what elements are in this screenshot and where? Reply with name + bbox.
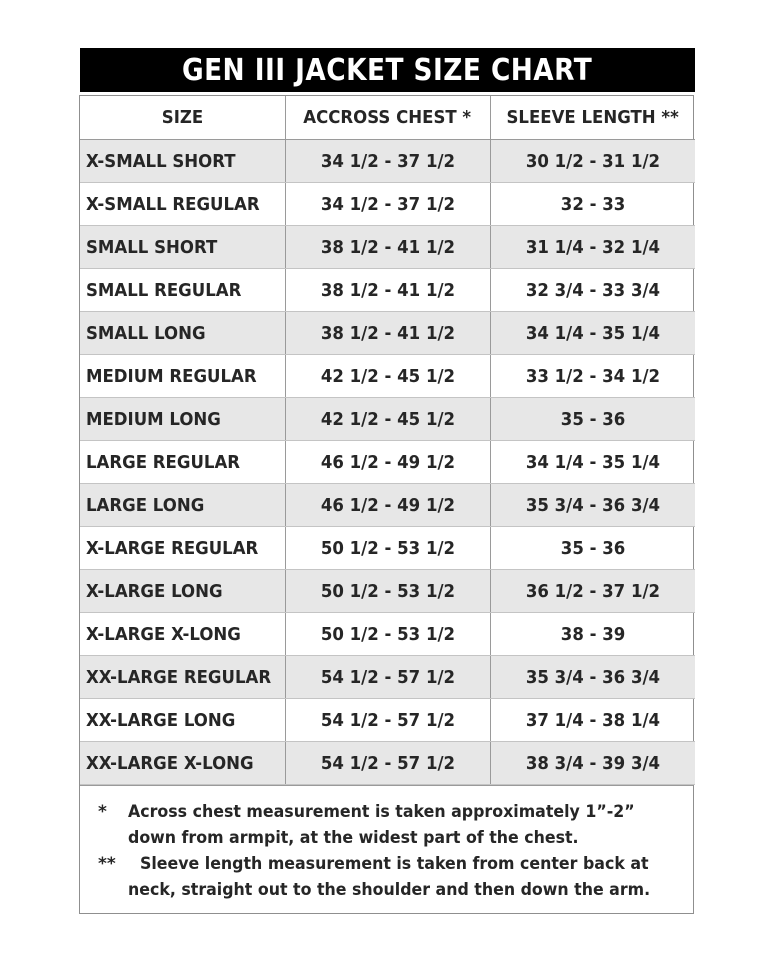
- sleeve-footnote-line2: neck, straight out to the shoulder and then down the arm.: [128, 880, 651, 900]
- sleeve-cell: 34 1/4 - 35 1/4: [490, 312, 695, 355]
- title-banner: [80, 48, 695, 92]
- chest-footnote-line1: Across chest measurement is taken approximately 1”-2”: [128, 802, 635, 822]
- sleeve-cell: 32 3/4 - 33 3/4: [490, 269, 695, 312]
- sleeve-cell: 36 1/2 - 37 1/2: [490, 570, 695, 613]
- size-cell: XX-LARGE X-LONG: [80, 742, 285, 785]
- table-row: [80, 140, 695, 183]
- sleeve-cell: 35 - 36: [490, 398, 695, 441]
- chest-cell: 46 1/2 - 49 1/2: [285, 484, 490, 527]
- table-row: [80, 355, 695, 398]
- sleeve-cell: 31 1/4 - 32 1/4: [490, 226, 695, 269]
- chest-cell: 54 1/2 - 57 1/2: [285, 656, 490, 699]
- chest-cell: 34 1/2 - 37 1/2: [285, 140, 490, 183]
- size-cell: X-LARGE REGULAR: [80, 527, 285, 570]
- size-cell: XX-LARGE REGULAR: [80, 656, 285, 699]
- sleeve-cell: 37 1/4 - 38 1/4: [490, 699, 695, 742]
- sleeve-footnote-cont: [98, 877, 683, 903]
- sleeve-cell: 35 - 36: [490, 527, 695, 570]
- chest-cell: 54 1/2 - 57 1/2: [285, 699, 490, 742]
- header-chest: ACCROSS CHEST *: [285, 96, 490, 140]
- chest-cell: 54 1/2 - 57 1/2: [285, 742, 490, 785]
- size-cell: X-SMALL SHORT: [80, 140, 285, 183]
- sleeve-footnote-mark: **: [98, 854, 116, 874]
- sleeve-cell: 38 - 39: [490, 613, 695, 656]
- chest-cell: 50 1/2 - 53 1/2: [285, 527, 490, 570]
- size-cell: SMALL REGULAR: [80, 269, 285, 312]
- table-row: [80, 656, 695, 699]
- chest-cell: 38 1/2 - 41 1/2: [285, 312, 490, 355]
- size-rows: [80, 140, 695, 785]
- header-row: [80, 96, 695, 140]
- size-table: [80, 96, 695, 785]
- size-cell: SMALL LONG: [80, 312, 285, 355]
- table-row: [80, 742, 695, 785]
- chest-cell: 42 1/2 - 45 1/2: [285, 355, 490, 398]
- size-cell: SMALL SHORT: [80, 226, 285, 269]
- sleeve-cell: 32 - 33: [490, 183, 695, 226]
- table-row: [80, 312, 695, 355]
- sleeve-cell: 30 1/2 - 31 1/2: [490, 140, 695, 183]
- size-cell: MEDIUM REGULAR: [80, 355, 285, 398]
- sleeve-cell: 34 1/4 - 35 1/4: [490, 441, 695, 484]
- size-cell: LARGE LONG: [80, 484, 285, 527]
- header-size: SIZE: [80, 96, 285, 140]
- size-cell: X-LARGE X-LONG: [80, 613, 285, 656]
- chest-footnote-line2: down from armpit, at the widest part of the chest.: [128, 828, 579, 848]
- table-row: [80, 398, 695, 441]
- chest-cell: 34 1/2 - 37 1/2: [285, 183, 490, 226]
- sleeve-cell: 38 3/4 - 39 3/4: [490, 742, 695, 785]
- chest-cell: 38 1/2 - 41 1/2: [285, 226, 490, 269]
- header-sleeve: SLEEVE LENGTH **: [490, 96, 695, 140]
- size-cell: LARGE REGULAR: [80, 441, 285, 484]
- size-cell: XX-LARGE LONG: [80, 699, 285, 742]
- table-row: [80, 226, 695, 269]
- table-row: [80, 441, 695, 484]
- size-cell: X-SMALL REGULAR: [80, 183, 285, 226]
- sleeve-cell: 35 3/4 - 36 3/4: [490, 656, 695, 699]
- chest-footnote: [98, 799, 683, 825]
- page-title: GEN III JACKET SIZE CHART: [182, 52, 593, 88]
- chest-cell: 46 1/2 - 49 1/2: [285, 441, 490, 484]
- chest-cell: 38 1/2 - 41 1/2: [285, 269, 490, 312]
- chest-cell: 50 1/2 - 53 1/2: [285, 613, 490, 656]
- chest-footnote-cont: [98, 825, 683, 851]
- size-cell: MEDIUM LONG: [80, 398, 285, 441]
- size-chart: [79, 95, 694, 914]
- table-row: [80, 699, 695, 742]
- chest-cell: 42 1/2 - 45 1/2: [285, 398, 490, 441]
- sleeve-cell: 35 3/4 - 36 3/4: [490, 484, 695, 527]
- table-row: [80, 269, 695, 312]
- table-row: [80, 484, 695, 527]
- chest-cell: 50 1/2 - 53 1/2: [285, 570, 490, 613]
- table-row: [80, 527, 695, 570]
- table-row: [80, 570, 695, 613]
- table-row: [80, 613, 695, 656]
- size-cell: X-LARGE LONG: [80, 570, 285, 613]
- table-row: [80, 183, 695, 226]
- sleeve-cell: 33 1/2 - 34 1/2: [490, 355, 695, 398]
- footnotes: [80, 785, 693, 913]
- sleeve-footnote-line1: Sleeve length measurement is taken from center back at: [140, 854, 649, 874]
- chest-footnote-mark: *: [98, 802, 107, 822]
- sleeve-footnote: [98, 851, 683, 877]
